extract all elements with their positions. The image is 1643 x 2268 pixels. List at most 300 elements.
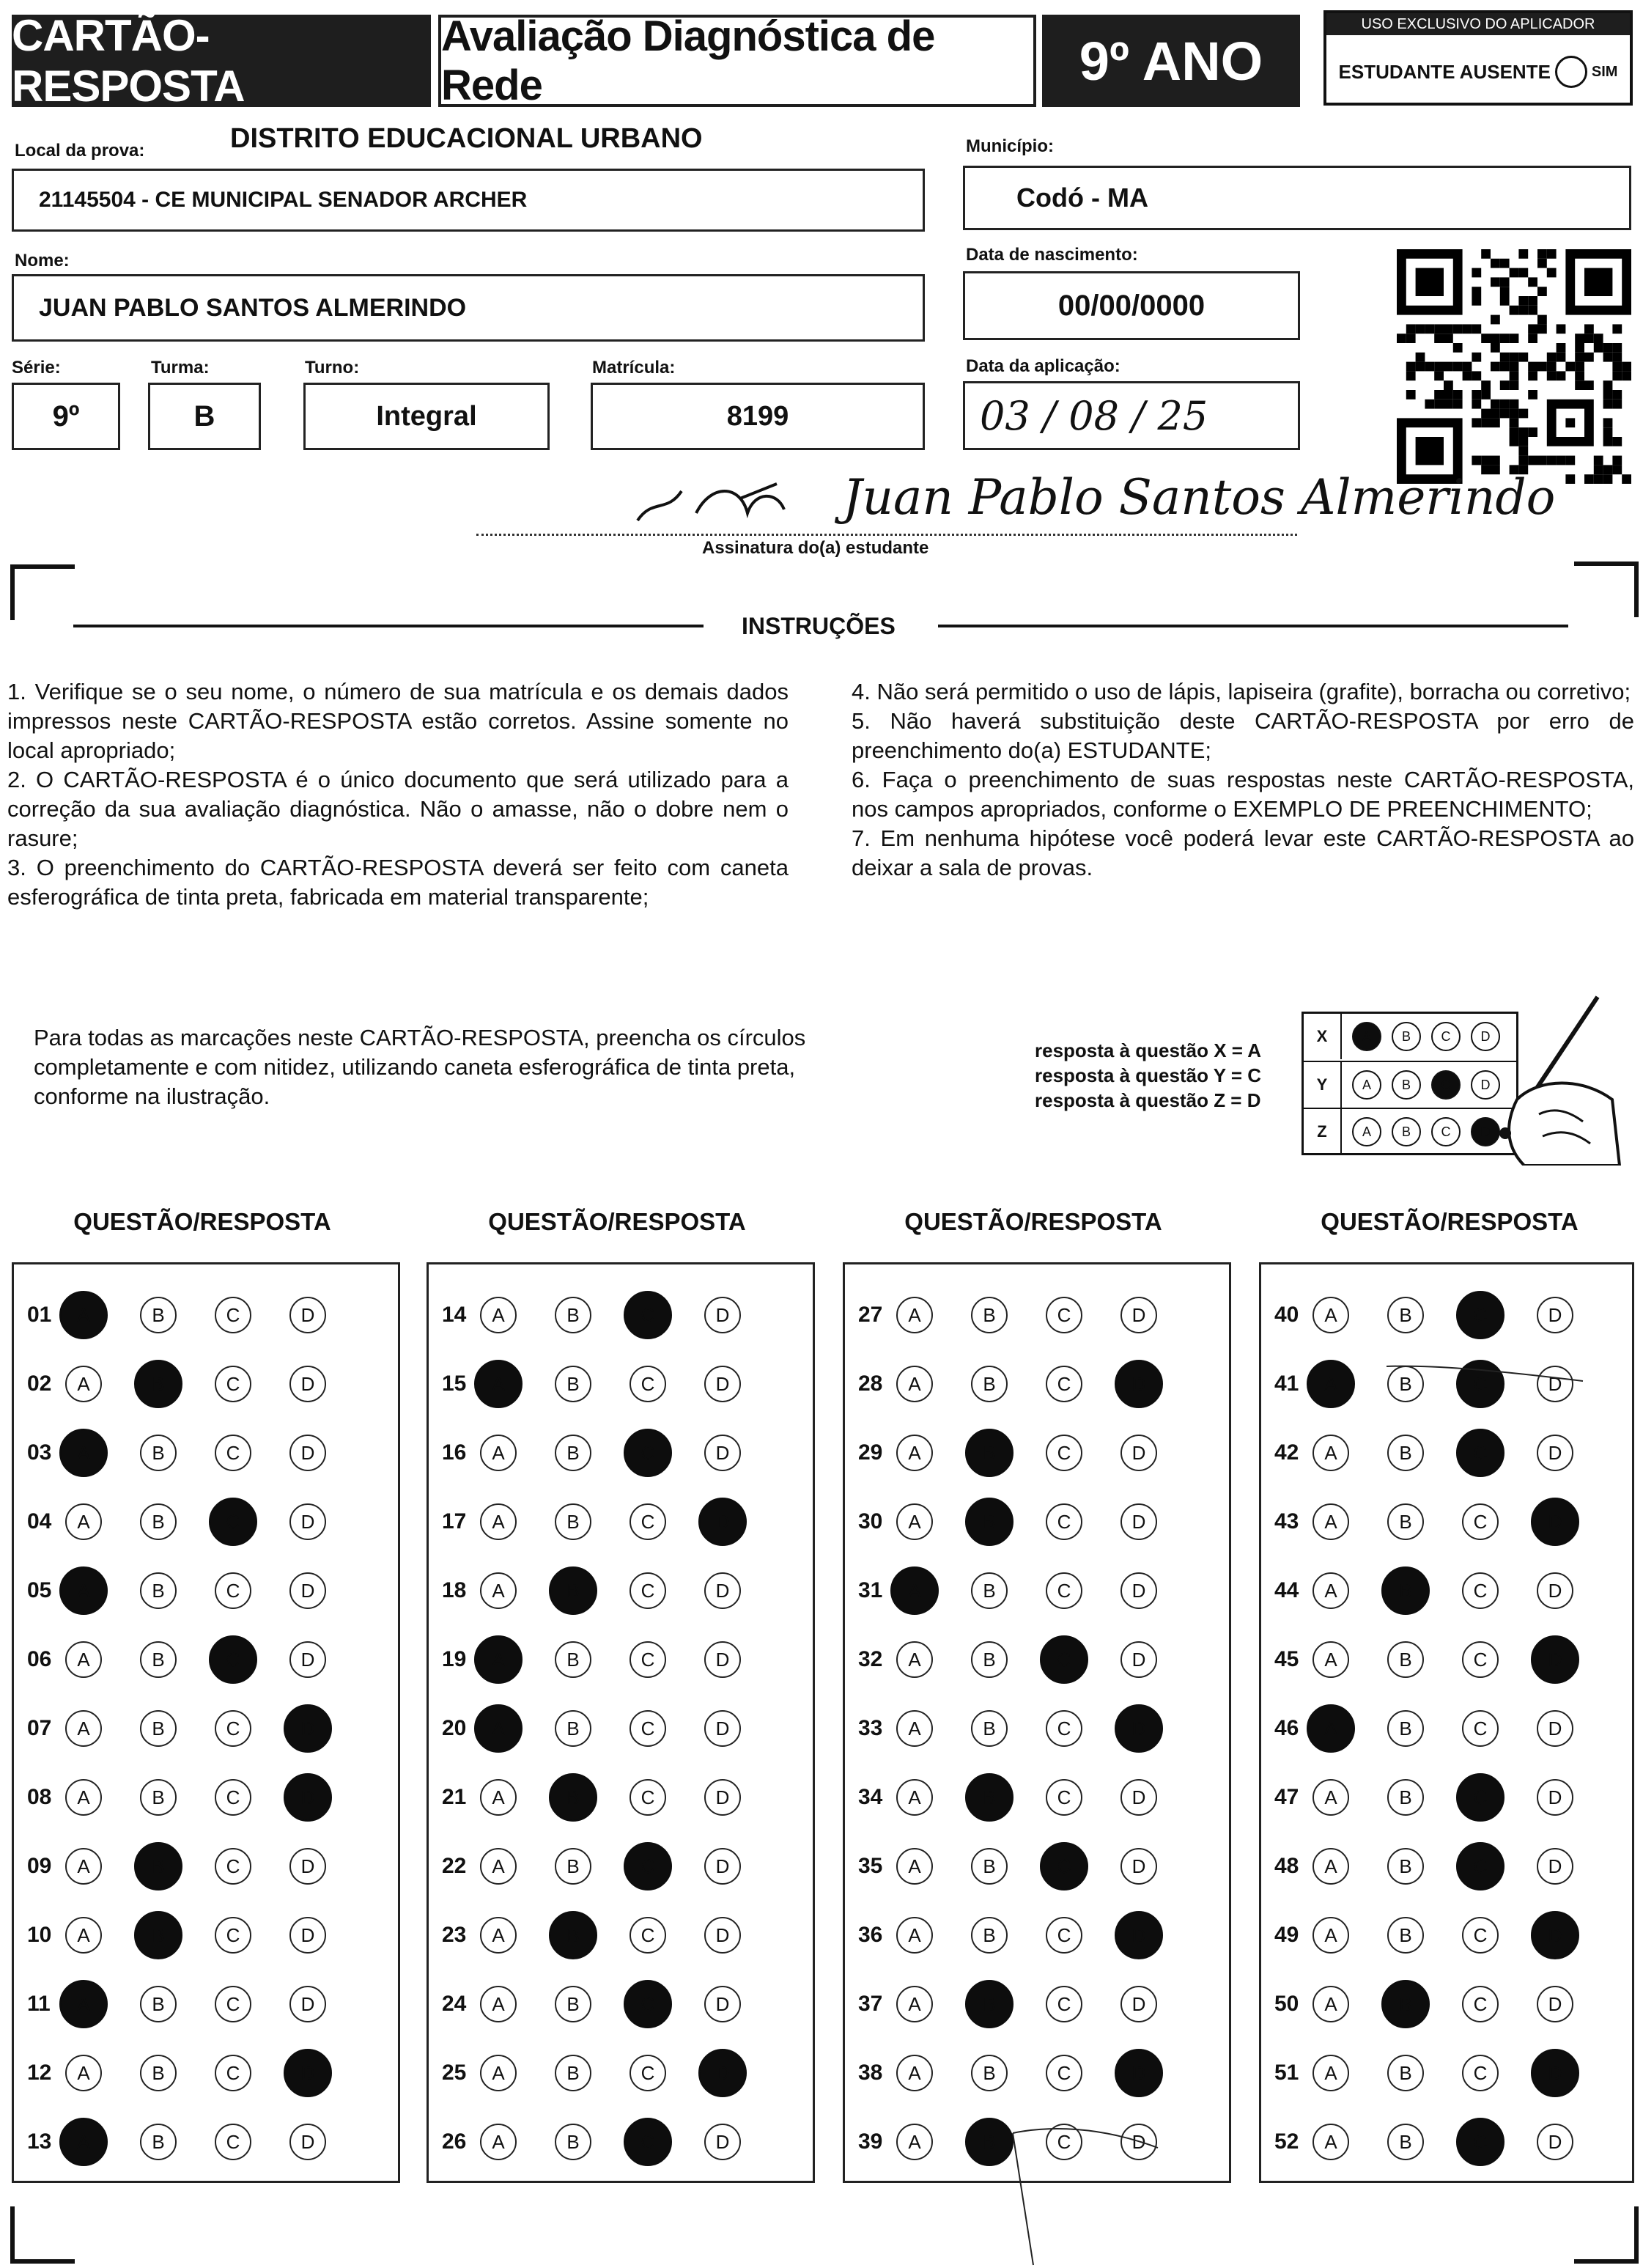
answer-bubble-09-A[interactable]: A <box>65 1848 102 1885</box>
answer-bubble-27-A[interactable]: A <box>896 1297 933 1333</box>
answer-bubble-52-B[interactable]: B <box>1387 2124 1424 2160</box>
answer-bubble-38-B[interactable]: B <box>971 2055 1008 2091</box>
answer-bubble-34-A[interactable]: A <box>896 1779 933 1816</box>
example-legend-x: resposta à questão X = A <box>1035 1039 1261 1061</box>
answer-bubble-05-C[interactable]: C <box>215 1572 251 1609</box>
question-number: 20 <box>442 1716 467 1740</box>
answer-bubble-42-B[interactable]: B <box>1387 1435 1424 1471</box>
question-row-47 <box>1261 1763 1632 1832</box>
answer-bubble-17-B[interactable]: B <box>555 1503 591 1540</box>
answer-bubble-26-B[interactable]: B <box>555 2124 591 2160</box>
answer-bubble-31-C[interactable]: C <box>1046 1572 1082 1609</box>
instructions-heading: INSTRUÇÕES <box>742 613 896 639</box>
answer-bubble-33-D[interactable]: D <box>1115 1704 1163 1753</box>
answer-bubble-51-C[interactable]: C <box>1462 2055 1499 2091</box>
answer-bubble-50-B[interactable]: B <box>1381 1980 1430 2028</box>
question-number: 40 <box>1274 1303 1299 1327</box>
answer-bubble-19-B[interactable]: B <box>555 1641 591 1678</box>
answer-bubble-48-D[interactable]: D <box>1537 1848 1573 1885</box>
answer-bubble-21-C[interactable]: C <box>629 1779 666 1816</box>
local-field: 21145504 - CE MUNICIPAL SENADOR ARCHER <box>12 169 925 232</box>
answer-bubble-49-D[interactable]: D <box>1531 1911 1579 1959</box>
answer-bubble-41-C[interactable]: C <box>1456 1360 1504 1408</box>
grade-badge: 9º ANO <box>1042 15 1300 107</box>
question-row-44 <box>1261 1556 1632 1625</box>
question-number: 03 <box>27 1440 52 1465</box>
answer-bubble-03-D[interactable]: D <box>289 1435 326 1471</box>
answer-bubble-35-A[interactable]: A <box>896 1848 933 1885</box>
nascimento-label: Data de nascimento: <box>966 245 1138 265</box>
answer-bubble-15-D[interactable]: D <box>704 1366 741 1402</box>
answer-bubble-20-D[interactable]: D <box>704 1710 741 1747</box>
answer-bubble-20-B[interactable]: B <box>555 1710 591 1747</box>
answer-bubble-37-D[interactable]: D <box>1120 1986 1157 2022</box>
question-row-03 <box>14 1418 398 1487</box>
question-row-05 <box>14 1556 398 1625</box>
answer-bubble-04-A[interactable]: A <box>65 1503 102 1540</box>
answer-bubble-35-D[interactable]: D <box>1120 1848 1157 1885</box>
absent-bubble[interactable] <box>1555 56 1587 88</box>
answer-bubble-07-B[interactable]: B <box>140 1710 177 1747</box>
corner-mark-top-left <box>10 564 75 620</box>
question-number: 04 <box>27 1509 52 1534</box>
answer-bubble-01-B[interactable]: B <box>140 1297 177 1333</box>
answer-bubble-19-D[interactable]: D <box>704 1641 741 1678</box>
answer-bubble-32-C[interactable]: C <box>1040 1635 1088 1684</box>
answer-bubble-03-C[interactable]: C <box>215 1435 251 1471</box>
answer-bubble-29-C[interactable]: C <box>1046 1435 1082 1471</box>
example-legend <box>1035 1038 1261 1113</box>
answer-bubble-18-D[interactable]: D <box>704 1572 741 1609</box>
answer-bubble-41-B[interactable]: B <box>1387 1366 1424 1402</box>
answer-bubble-11-C[interactable]: C <box>215 1986 251 2022</box>
question-row-43 <box>1261 1487 1632 1556</box>
question-row-41 <box>1261 1350 1632 1418</box>
answer-bubble-02-A[interactable]: A <box>65 1366 102 1402</box>
answer-bubble-39-C[interactable]: C <box>1046 2124 1082 2160</box>
answer-bubble-25-A[interactable]: A <box>480 2055 517 2091</box>
answer-bubble-42-D[interactable]: D <box>1537 1435 1573 1471</box>
answer-bubble-22-A[interactable]: A <box>480 1848 517 1885</box>
answer-bubble-12-A[interactable]: A <box>65 2055 102 2091</box>
answer-bubble-08-C[interactable]: C <box>215 1779 251 1816</box>
answer-bubble-07-A[interactable]: A <box>65 1710 102 1747</box>
answer-bubble-41-D[interactable]: D <box>1537 1366 1573 1402</box>
answer-bubble-24-C[interactable]: C <box>624 1980 672 2028</box>
answer-bubble-18-A[interactable]: A <box>480 1572 517 1609</box>
answer-bubble-21-A[interactable]: A <box>480 1779 517 1816</box>
turno-label: Turno: <box>305 358 360 378</box>
question-row-11 <box>14 1970 398 2039</box>
answer-column-2 <box>427 1262 815 2183</box>
answer-bubble-16-C[interactable]: C <box>624 1429 672 1477</box>
signature-handwriting: Juan Pablo Santos Almerindo <box>843 469 1556 526</box>
answer-bubble-30-D[interactable]: D <box>1120 1503 1157 1540</box>
answer-bubble-33-B[interactable]: B <box>971 1710 1008 1747</box>
question-row-27 <box>845 1281 1229 1350</box>
answer-bubble-29-D[interactable]: D <box>1120 1435 1157 1471</box>
answer-bubble-08-B[interactable]: B <box>140 1779 177 1816</box>
question-number: 06 <box>27 1647 52 1671</box>
answer-bubble-48-C[interactable]: C <box>1456 1842 1504 1890</box>
answer-bubble-16-D[interactable]: D <box>704 1435 741 1471</box>
question-number: 14 <box>442 1303 467 1327</box>
answer-bubble-46-D[interactable]: D <box>1537 1710 1573 1747</box>
answer-bubble-45-D[interactable]: D <box>1531 1635 1579 1684</box>
answer-bubble-05-B[interactable]: B <box>140 1572 177 1609</box>
answer-bubble-22-C[interactable]: C <box>624 1842 672 1890</box>
instruction-7: 7. Em nenhuma hipótese você poderá levar este CARTÃO-RESPOSTA ao deixar a sala de provas. <box>852 825 1634 880</box>
local-label: Local da prova: <box>15 141 145 161</box>
answer-bubble-50-D[interactable]: D <box>1537 1986 1573 2022</box>
answer-bubble-29-A[interactable]: A <box>896 1435 933 1471</box>
answer-bubble-21-B[interactable]: B <box>549 1773 597 1822</box>
question-number: 51 <box>1274 2061 1299 2085</box>
answer-bubble-03-A[interactable]: A <box>59 1429 108 1477</box>
answer-bubble-51-B[interactable]: B <box>1387 2055 1424 2091</box>
answer-bubble-27-B[interactable]: B <box>971 1297 1008 1333</box>
answer-bubble-11-B[interactable]: B <box>140 1986 177 2022</box>
answer-bubble-49-A[interactable]: A <box>1312 1917 1349 1954</box>
answer-bubble-45-B[interactable]: B <box>1387 1641 1424 1678</box>
answer-bubble-17-A[interactable]: A <box>480 1503 517 1540</box>
answer-bubble-36-D[interactable]: D <box>1115 1911 1163 1959</box>
answer-bubble-38-D[interactable]: D <box>1115 2049 1163 2097</box>
answer-bubble-40-D[interactable]: D <box>1537 1297 1573 1333</box>
answer-bubble-52-A[interactable]: A <box>1312 2124 1349 2160</box>
answer-bubble-03-B[interactable]: B <box>140 1435 177 1471</box>
answer-bubble-40-A[interactable]: A <box>1312 1297 1349 1333</box>
answer-bubble-25-C[interactable]: C <box>629 2055 666 2091</box>
answer-bubble-38-C[interactable]: C <box>1046 2055 1082 2091</box>
answer-bubble-09-B[interactable]: B <box>134 1842 182 1890</box>
question-number: 31 <box>858 1578 883 1602</box>
answer-bubble-13-A[interactable]: A <box>59 2118 108 2166</box>
question-number: 23 <box>442 1923 467 1947</box>
answer-bubble-02-D[interactable]: D <box>289 1366 326 1402</box>
answer-bubble-04-C[interactable]: C <box>209 1498 257 1546</box>
answer-bubble-14-A[interactable]: A <box>480 1297 517 1333</box>
question-row-20 <box>429 1694 813 1763</box>
answer-bubble-06-D[interactable]: D <box>289 1641 326 1678</box>
question-number: 08 <box>27 1785 52 1809</box>
answer-bubble-33-A[interactable]: A <box>896 1710 933 1747</box>
example-bubble-Z-B: B <box>1392 1117 1421 1146</box>
answer-bubble-10-C[interactable]: C <box>215 1917 251 1954</box>
example-bubble-Y-C: C <box>1431 1070 1461 1100</box>
answer-bubble-26-D[interactable]: D <box>704 2124 741 2160</box>
answer-bubble-46-B[interactable]: B <box>1387 1710 1424 1747</box>
answer-bubble-02-C[interactable]: C <box>215 1366 251 1402</box>
municipio-label: Município: <box>966 136 1054 156</box>
answer-bubble-29-B[interactable]: B <box>965 1429 1014 1477</box>
answer-bubble-01-D[interactable]: D <box>289 1297 326 1333</box>
answer-bubble-50-A[interactable]: A <box>1312 1986 1349 2022</box>
answer-bubble-44-C[interactable]: C <box>1462 1572 1499 1609</box>
question-row-35 <box>845 1832 1229 1901</box>
answer-bubble-34-C[interactable]: C <box>1046 1779 1082 1816</box>
answer-bubble-25-B[interactable]: B <box>555 2055 591 2091</box>
answer-bubble-12-C[interactable]: C <box>215 2055 251 2091</box>
answer-bubble-40-B[interactable]: B <box>1387 1297 1424 1333</box>
answer-bubble-24-A[interactable]: A <box>480 1986 517 2022</box>
answer-bubble-11-A[interactable]: A <box>59 1980 108 2028</box>
answer-bubble-18-B[interactable]: B <box>549 1566 597 1615</box>
answer-bubble-44-D[interactable]: D <box>1537 1572 1573 1609</box>
answer-bubble-50-C[interactable]: C <box>1462 1986 1499 2022</box>
answer-bubble-10-B[interactable]: B <box>134 1911 182 1959</box>
answer-bubble-52-D[interactable]: D <box>1537 2124 1573 2160</box>
question-number: 21 <box>442 1785 467 1809</box>
answer-bubble-47-A[interactable]: A <box>1312 1779 1349 1816</box>
district-name: DISTRITO EDUCACIONAL URBANO <box>230 123 703 154</box>
example-legend-y: resposta à questão Y = C <box>1035 1064 1262 1086</box>
example-bubble-Z-C: C <box>1431 1117 1461 1146</box>
answer-bubble-41-A[interactable]: A <box>1307 1360 1355 1408</box>
answer-bubble-16-A[interactable]: A <box>480 1435 517 1471</box>
question-row-09 <box>14 1832 398 1901</box>
answer-bubble-12-B[interactable]: B <box>140 2055 177 2091</box>
answer-bubble-51-A[interactable]: A <box>1312 2055 1349 2091</box>
answer-bubble-01-C[interactable]: C <box>215 1297 251 1333</box>
answer-bubble-42-A[interactable]: A <box>1312 1435 1349 1471</box>
answer-bubble-45-A[interactable]: A <box>1312 1641 1349 1678</box>
instruction-3: 3. O preenchimento do CARTÃO-RESPOSTA deverá ser feito com caneta esferográfica de tinta preta, fabricada em material transparente; <box>7 855 789 910</box>
answer-bubble-26-A[interactable]: A <box>480 2124 517 2160</box>
question-number: 02 <box>27 1372 52 1396</box>
answer-bubble-27-D[interactable]: D <box>1120 1297 1157 1333</box>
answer-bubble-51-D[interactable]: D <box>1531 2049 1579 2097</box>
question-row-34 <box>845 1763 1229 1832</box>
answer-bubble-52-C[interactable]: C <box>1456 2118 1504 2166</box>
question-row-23 <box>429 1901 813 1970</box>
answer-bubble-19-C[interactable]: C <box>629 1641 666 1678</box>
aplicacao-field: 03 / 08 / 25 <box>963 381 1300 450</box>
question-number: 39 <box>858 2129 883 2154</box>
answer-bubble-28-C[interactable]: C <box>1046 1366 1082 1402</box>
answer-bubble-49-B[interactable]: B <box>1387 1917 1424 1954</box>
answer-bubble-49-C[interactable]: C <box>1462 1917 1499 1954</box>
answer-bubble-36-B[interactable]: B <box>971 1917 1008 1954</box>
answer-bubble-06-B[interactable]: B <box>140 1641 177 1678</box>
question-number: 41 <box>1274 1372 1299 1396</box>
answer-bubble-30-C[interactable]: C <box>1046 1503 1082 1540</box>
answer-bubble-18-C[interactable]: C <box>629 1572 666 1609</box>
answer-bubble-09-D[interactable]: D <box>289 1848 326 1885</box>
question-row-08 <box>14 1763 398 1832</box>
question-number: 16 <box>442 1440 467 1465</box>
answer-bubble-11-D[interactable]: D <box>289 1986 326 2022</box>
answer-bubble-23-B[interactable]: B <box>549 1911 597 1959</box>
answer-bubble-32-D[interactable]: D <box>1120 1641 1157 1678</box>
corner-mark-bottom-right <box>1574 2206 1639 2264</box>
instructions-right <box>852 677 1634 883</box>
question-row-21 <box>429 1763 813 1832</box>
answer-bubble-06-A[interactable]: A <box>65 1641 102 1678</box>
answer-bubble-17-D[interactable]: D <box>698 1498 747 1546</box>
example-bubble-Z-A: A <box>1352 1117 1381 1146</box>
answer-bubble-28-B[interactable]: B <box>971 1366 1008 1402</box>
question-row-45 <box>1261 1625 1632 1694</box>
answer-bubble-45-C[interactable]: C <box>1462 1641 1499 1678</box>
answer-bubble-30-A[interactable]: A <box>896 1503 933 1540</box>
answer-bubble-47-B[interactable]: B <box>1387 1779 1424 1816</box>
answer-bubble-21-D[interactable]: D <box>704 1779 741 1816</box>
answer-bubble-15-A[interactable]: A <box>474 1360 523 1408</box>
answer-bubble-44-A[interactable]: A <box>1312 1572 1349 1609</box>
answer-bubble-15-C[interactable]: C <box>629 1366 666 1402</box>
answer-bubble-44-B[interactable]: B <box>1381 1566 1430 1615</box>
absent-label: ESTUDANTE AUSENTE <box>1338 60 1551 83</box>
answer-bubble-01-A[interactable]: A <box>59 1291 108 1339</box>
answer-bubble-48-A[interactable]: A <box>1312 1848 1349 1885</box>
answer-bubble-08-A[interactable]: A <box>65 1779 102 1816</box>
question-row-52 <box>1261 2107 1632 2176</box>
answer-bubble-31-A[interactable]: A <box>890 1566 939 1615</box>
answer-bubble-07-C[interactable]: C <box>215 1710 251 1747</box>
answer-bubble-28-D[interactable]: D <box>1115 1360 1163 1408</box>
answer-bubble-14-B[interactable]: B <box>555 1297 591 1333</box>
answer-bubble-32-B[interactable]: B <box>971 1641 1008 1678</box>
answer-bubble-07-D[interactable]: D <box>284 1704 332 1753</box>
answer-bubble-13-C[interactable]: C <box>215 2124 251 2160</box>
nascimento-field: 00/00/0000 <box>963 271 1300 340</box>
answer-bubble-08-D[interactable]: D <box>284 1773 332 1822</box>
answer-bubble-32-A[interactable]: A <box>896 1641 933 1678</box>
answer-column-3 <box>843 1262 1231 2183</box>
question-row-32 <box>845 1625 1229 1694</box>
answer-bubble-28-A[interactable]: A <box>896 1366 933 1402</box>
instructions-rule-right <box>938 625 1568 627</box>
applicator-heading: USO EXCLUSIVO DO APLICADOR <box>1326 13 1630 35</box>
question-row-10 <box>14 1901 398 1970</box>
answer-bubble-27-C[interactable]: C <box>1046 1297 1082 1333</box>
example-legend-z: resposta à questão Z = D <box>1035 1089 1261 1111</box>
question-row-25 <box>429 2039 813 2107</box>
answer-bubble-37-B[interactable]: B <box>965 1980 1014 2028</box>
answer-bubble-35-C[interactable]: C <box>1040 1842 1088 1890</box>
answer-bubble-13-D[interactable]: D <box>289 2124 326 2160</box>
nome-field: JUAN PABLO SANTOS ALMERINDO <box>12 274 925 342</box>
matricula-field: 8199 <box>591 383 925 450</box>
answer-column-1 <box>12 1262 400 2183</box>
answer-bubble-15-B[interactable]: B <box>555 1366 591 1402</box>
answer-bubble-43-B[interactable]: B <box>1387 1503 1424 1540</box>
example-text: Para todas as marcações neste CARTÃO-RESPOSTA, preencha os círculos completamente e com nitidez, utilizando caneta esferográfica de tinta preta, conforme na ilustração. <box>34 1025 806 1109</box>
corner-mark-bottom-left <box>10 2206 75 2264</box>
answer-bubble-25-D[interactable]: D <box>698 2049 747 2097</box>
answer-bubble-04-D[interactable]: D <box>289 1503 326 1540</box>
answer-bubble-43-C[interactable]: C <box>1462 1503 1499 1540</box>
answer-bubble-23-C[interactable]: C <box>629 1917 666 1954</box>
answer-bubble-22-D[interactable]: D <box>704 1848 741 1885</box>
example-bubble-Y-D: D <box>1471 1070 1500 1100</box>
question-row-39 <box>845 2107 1229 2176</box>
answer-bubble-39-A[interactable]: A <box>896 2124 933 2160</box>
answer-bubble-48-B[interactable]: B <box>1387 1848 1424 1885</box>
answer-bubble-37-A[interactable]: A <box>896 1986 933 2022</box>
question-number: 12 <box>27 2061 52 2085</box>
example-bubble-Y-B: B <box>1392 1070 1421 1100</box>
answer-bubble-13-B[interactable]: B <box>140 2124 177 2160</box>
answer-bubble-23-D[interactable]: D <box>704 1917 741 1954</box>
answer-bubble-20-C[interactable]: C <box>629 1710 666 1747</box>
answer-bubble-35-B[interactable]: B <box>971 1848 1008 1885</box>
applicator-box <box>1323 10 1633 106</box>
answer-bubble-31-D[interactable]: D <box>1120 1572 1157 1609</box>
answer-bubble-46-A[interactable]: A <box>1307 1704 1355 1753</box>
example-bubble-X-B: B <box>1392 1022 1421 1051</box>
answer-bubble-12-D[interactable]: D <box>284 2049 332 2097</box>
answer-bubble-14-C[interactable]: C <box>624 1291 672 1339</box>
question-row-18 <box>429 1556 813 1625</box>
answer-bubble-26-C[interactable]: C <box>624 2118 672 2166</box>
answer-bubble-23-A[interactable]: A <box>480 1917 517 1954</box>
question-number: 29 <box>858 1440 883 1465</box>
answer-bubble-20-A[interactable]: A <box>474 1704 523 1753</box>
answer-bubble-43-D[interactable]: D <box>1531 1498 1579 1546</box>
answer-bubble-30-B[interactable]: B <box>965 1498 1014 1546</box>
answer-bubble-36-A[interactable]: A <box>896 1917 933 1954</box>
question-row-36 <box>845 1901 1229 1970</box>
answer-bubble-05-A[interactable]: A <box>59 1566 108 1615</box>
answer-bubble-40-C[interactable]: C <box>1456 1291 1504 1339</box>
answer-bubble-17-C[interactable]: C <box>629 1503 666 1540</box>
question-number: 11 <box>27 1992 51 2016</box>
question-number: 49 <box>1274 1923 1299 1947</box>
answer-bubble-36-C[interactable]: C <box>1046 1917 1082 1954</box>
answer-bubble-39-B[interactable]: B <box>965 2118 1014 2166</box>
answer-bubble-04-B[interactable]: B <box>140 1503 177 1540</box>
answer-bubble-10-D[interactable]: D <box>289 1917 326 1954</box>
question-row-12 <box>14 2039 398 2107</box>
answer-bubble-05-D[interactable]: D <box>289 1572 326 1609</box>
qr-code-icon <box>1397 249 1631 484</box>
turno-field: Integral <box>303 383 550 450</box>
answer-bubble-34-D[interactable]: D <box>1120 1779 1157 1816</box>
question-number: 36 <box>858 1923 883 1947</box>
answer-bubble-24-D[interactable]: D <box>704 1986 741 2022</box>
answer-bubble-22-B[interactable]: B <box>555 1848 591 1885</box>
answer-bubble-14-D[interactable]: D <box>704 1297 741 1333</box>
answer-bubble-02-B[interactable]: B <box>134 1360 182 1408</box>
answer-bubble-06-C[interactable]: C <box>209 1635 257 1684</box>
answer-bubble-47-C[interactable]: C <box>1456 1773 1504 1822</box>
answer-bubble-19-A[interactable]: A <box>474 1635 523 1684</box>
answer-bubble-09-C[interactable]: C <box>215 1848 251 1885</box>
answer-bubble-46-C[interactable]: C <box>1462 1710 1499 1747</box>
question-number: 45 <box>1274 1647 1299 1671</box>
question-row-31 <box>845 1556 1229 1625</box>
question-row-01 <box>14 1281 398 1350</box>
answer-bubble-10-A[interactable]: A <box>65 1917 102 1954</box>
answer-bubble-38-A[interactable]: A <box>896 2055 933 2091</box>
answer-bubble-31-B[interactable]: B <box>971 1572 1008 1609</box>
answer-bubble-42-C[interactable]: C <box>1456 1429 1504 1477</box>
answer-bubble-43-A[interactable]: A <box>1312 1503 1349 1540</box>
question-row-17 <box>429 1487 813 1556</box>
answer-bubble-39-D[interactable]: D <box>1120 2124 1157 2160</box>
answer-bubble-24-B[interactable]: B <box>555 1986 591 2022</box>
aplicacao-label: Data da aplicação: <box>966 356 1120 376</box>
instruction-2: 2. O CARTÃO-RESPOSTA é o único documento que será utilizado para a correção da sua avaliação diagnóstica. Não o amasse, não o dobre nem o rasure; <box>7 767 789 851</box>
answer-bubble-47-D[interactable]: D <box>1537 1779 1573 1816</box>
answer-bubble-16-B[interactable]: B <box>555 1435 591 1471</box>
answer-bubble-33-C[interactable]: C <box>1046 1710 1082 1747</box>
answer-bubble-34-B[interactable]: B <box>965 1773 1014 1822</box>
answer-bubble-37-C[interactable]: C <box>1046 1986 1082 2022</box>
question-row-02 <box>14 1350 398 1418</box>
